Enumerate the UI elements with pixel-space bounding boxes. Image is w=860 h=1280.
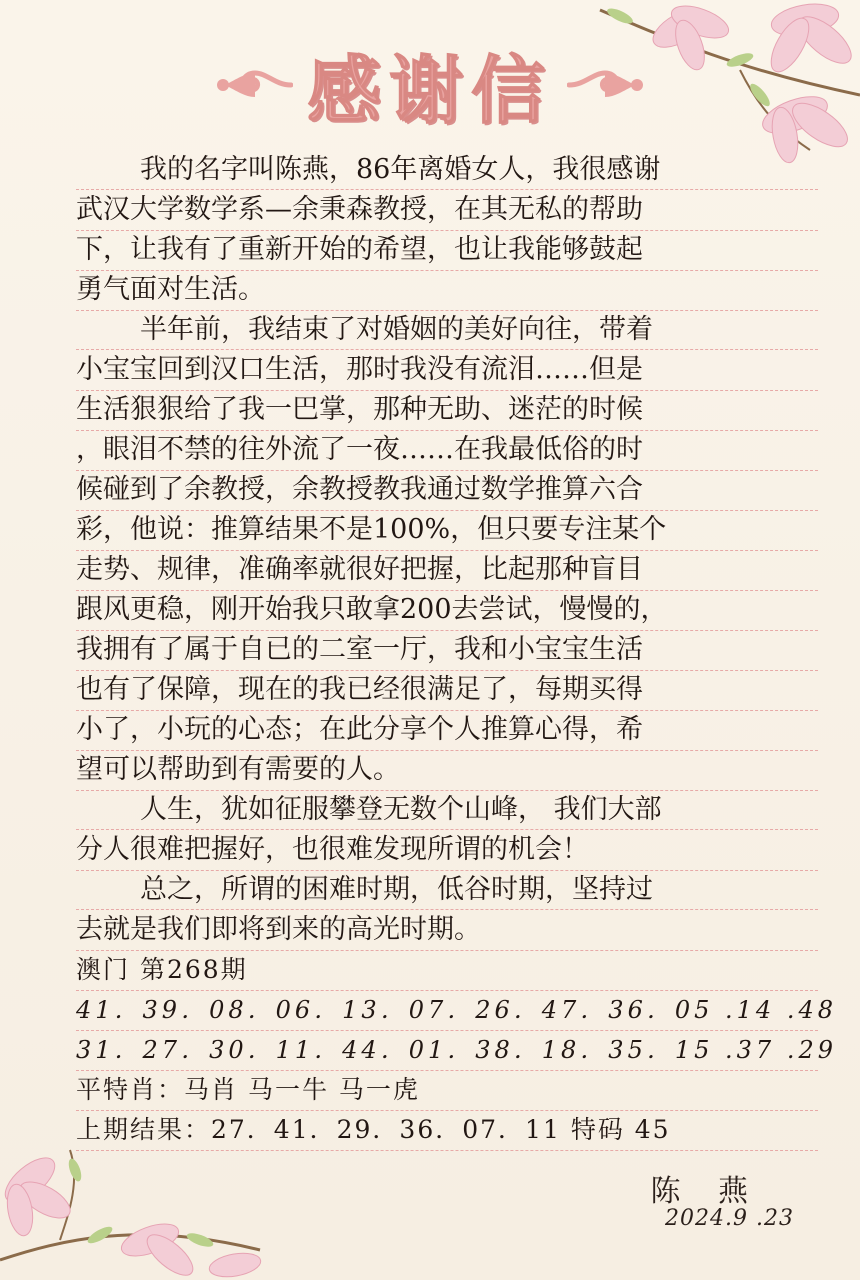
letter-line: 彩，他说：推算结果不是100%，但只要专注某个 bbox=[76, 510, 818, 551]
letter-line: 我的名字叫陈燕，86年离婚女人，我很感谢 bbox=[76, 150, 818, 190]
letter-line: 也有了保障，现在的我已经很满足了，每期买得 bbox=[76, 670, 818, 711]
letter-line: 候碰到了余教授，余教授教我通过数学推算六合 bbox=[76, 470, 818, 511]
letter-line: ，眼泪不禁的往外流了一夜……在我最低俗的时 bbox=[76, 430, 818, 471]
letter-line: 小了，小玩的心态；在此分享个人推算心得，希 bbox=[76, 710, 818, 751]
letter-line: 人生，犹如征服攀登无数个山峰， 我们大部 bbox=[76, 790, 818, 830]
letter-line: 去就是我们即将到来的高光时期。 bbox=[76, 910, 818, 951]
letter-line: 望可以帮助到有需要的人。 bbox=[76, 750, 818, 791]
letter-line: 跟风更稳，刚开始我只敢拿200去尝试，慢慢的， bbox=[76, 590, 818, 631]
number-row: 41．39．08．06．13．07．26．47．36．05 .14 .48 bbox=[76, 990, 818, 1031]
issue-label: 澳门 第268期 bbox=[76, 950, 818, 991]
previous-result-line: 上期结果：27．41．29．36．07．11 特码 45 bbox=[76, 1110, 818, 1151]
number-row: 31．27．30．11．44．01．38．18．35．15 .37 .29 bbox=[76, 1030, 818, 1071]
letter-line: 小宝宝回到汉口生活，那时我没有流泪……但是 bbox=[76, 350, 818, 391]
letter-line: 总之，所谓的困难时期，低谷时期，坚持过 bbox=[76, 870, 818, 910]
letter-line: 武汉大学数学系—余秉森教授，在其无私的帮助 bbox=[76, 190, 818, 231]
flourish-right-icon bbox=[567, 55, 645, 115]
letter-line: 分人很难把握好，也很难发现所谓的机会！ bbox=[76, 830, 818, 871]
signature: 陈 燕 bbox=[650, 1174, 762, 1209]
letter-title: 感谢信 bbox=[307, 48, 553, 134]
flourish-left-icon bbox=[215, 55, 293, 115]
letter-line: 半年前，我结束了对婚姻的美好向往，带着 bbox=[76, 310, 818, 350]
letter-line: 下，让我有了重新开始的希望，也让我能够鼓起 bbox=[76, 230, 818, 271]
letter-line: 勇气面对生活。 bbox=[76, 270, 818, 311]
letter-date: 2024.9 .23 bbox=[665, 1206, 794, 1231]
letter-line: 走势、规律，准确率就很好把握，比起那种盲目 bbox=[76, 550, 818, 591]
zodiac-line: 平特肖：马肖 马一牛 马一虎 bbox=[76, 1070, 818, 1111]
letter-line: 我拥有了属于自已的二室一厅，我和小宝宝生活 bbox=[76, 630, 818, 671]
letter-header bbox=[0, 30, 860, 140]
letter-line: 生活狠狠给了我一巴掌，那种无助、迷茫的时候 bbox=[76, 390, 818, 431]
